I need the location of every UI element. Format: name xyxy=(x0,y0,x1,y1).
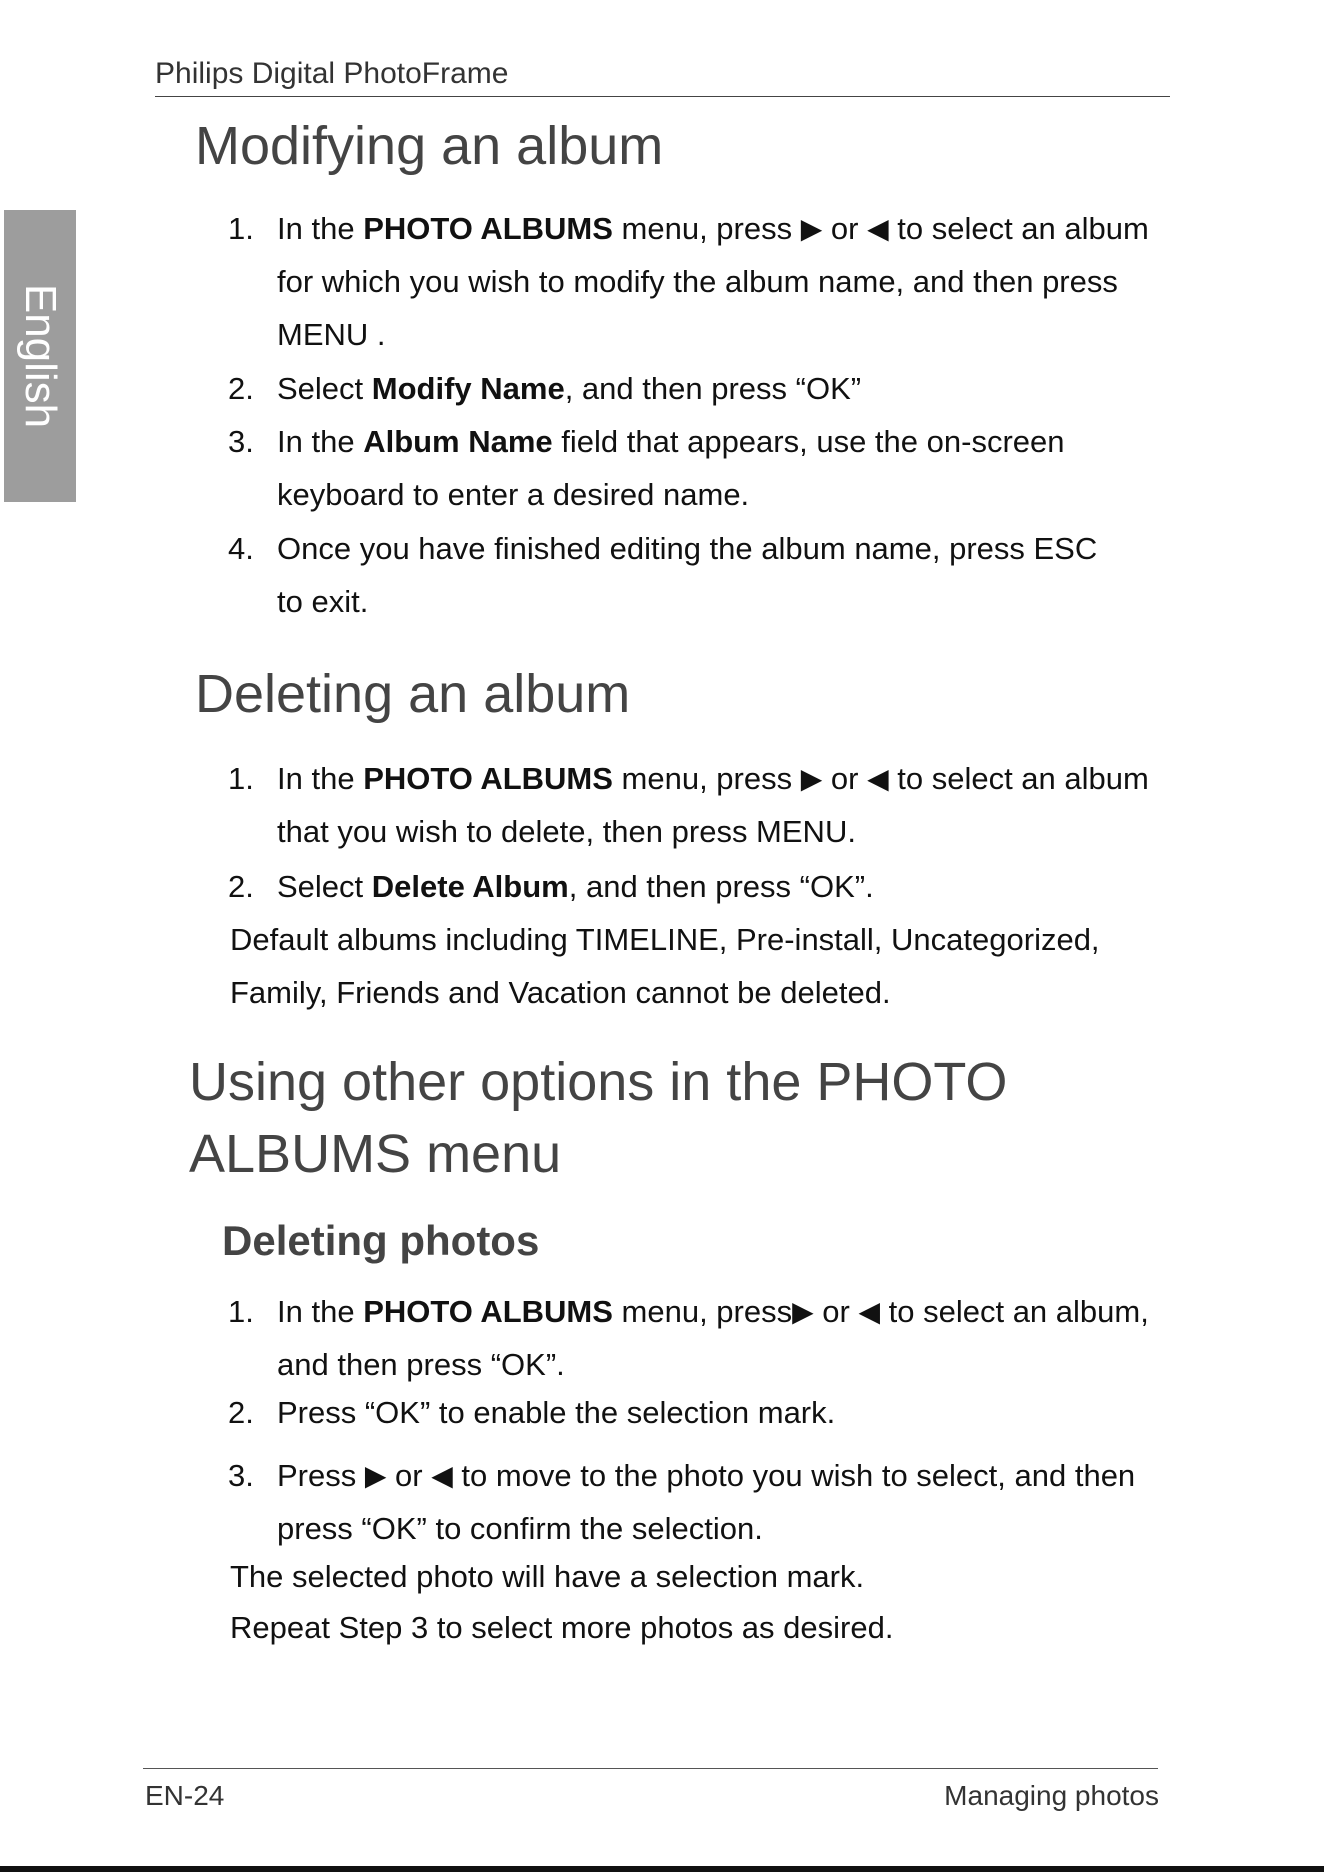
left-arrow-icon: ◀ xyxy=(858,1296,881,1327)
footer-section-name: Managing photos xyxy=(944,1780,1159,1811)
modify-step-2: 2. Select Modify Name, and then press “OK” xyxy=(228,371,862,406)
subsection-title-deleting-photos: Deleting photos xyxy=(222,1217,540,1264)
section-title-delete: Deleting an album xyxy=(195,664,631,724)
page-header: Philips Digital PhotoFrame xyxy=(155,56,1170,97)
left-arrow-icon: ◀ xyxy=(431,1460,453,1491)
left-arrow-icon: ◀ xyxy=(867,763,889,794)
language-tab-label: English xyxy=(16,283,65,429)
photos-note-2: Repeat Step 3 to select more photos as desired. xyxy=(230,1610,894,1645)
language-tab xyxy=(4,210,76,502)
photos-note-1: The selected photo will have a selection mark. xyxy=(230,1559,865,1594)
modify-step-4: 4. Once you have finished editing the album name, press ESC to exit. xyxy=(228,531,1098,619)
delete-step-2: 2. Select Delete Album, and then press “OK”. xyxy=(228,869,874,904)
delete-step-1: 1. In the PHOTO ALBUMS menu, press ▶ or ◀ to select an album that you wish to delete, then press MENU. xyxy=(228,752,1188,858)
right-arrow-icon: ▶ xyxy=(792,1296,814,1327)
section-title-other: Using other options in the PHOTO ALBUMS menu xyxy=(189,1052,1008,1184)
modify-step-3: 3. In the Album Name field that appears, use the on-screen keyboard to enter a desired name. xyxy=(228,424,1065,512)
photos-step-1: 1. In the PHOTO ALBUMS menu, press▶ or ◀ to select an album, and then press “OK”. xyxy=(228,1285,1188,1391)
photos-step-3: 3. Press ▶ or ◀ to move to the photo you wish to select, and then press “OK” to confirm the selection. xyxy=(228,1449,1188,1555)
photos-step-2: 2. Press “OK” to enable the selection mark. xyxy=(228,1395,836,1430)
modify-step-1: 1. In the PHOTO ALBUMS menu, press ▶ or ◀ to select an album for which you wish to modify the album name, and then press MENU . xyxy=(228,202,1188,361)
page-number: EN-24 xyxy=(145,1780,225,1811)
bottom-edge xyxy=(0,1866,1324,1872)
right-arrow-icon: ▶ xyxy=(800,763,823,794)
footer-divider xyxy=(143,1768,1158,1769)
section-title-modify: Modifying an album xyxy=(195,116,664,176)
right-arrow-icon: ▶ xyxy=(800,213,823,244)
right-arrow-icon: ▶ xyxy=(364,1460,387,1491)
left-arrow-icon: ◀ xyxy=(867,213,889,244)
delete-note: Default albums including TIMELINE, Pre-install, Uncategorized, Family, Friends and Vacation cannot be deleted. xyxy=(230,922,1100,1010)
